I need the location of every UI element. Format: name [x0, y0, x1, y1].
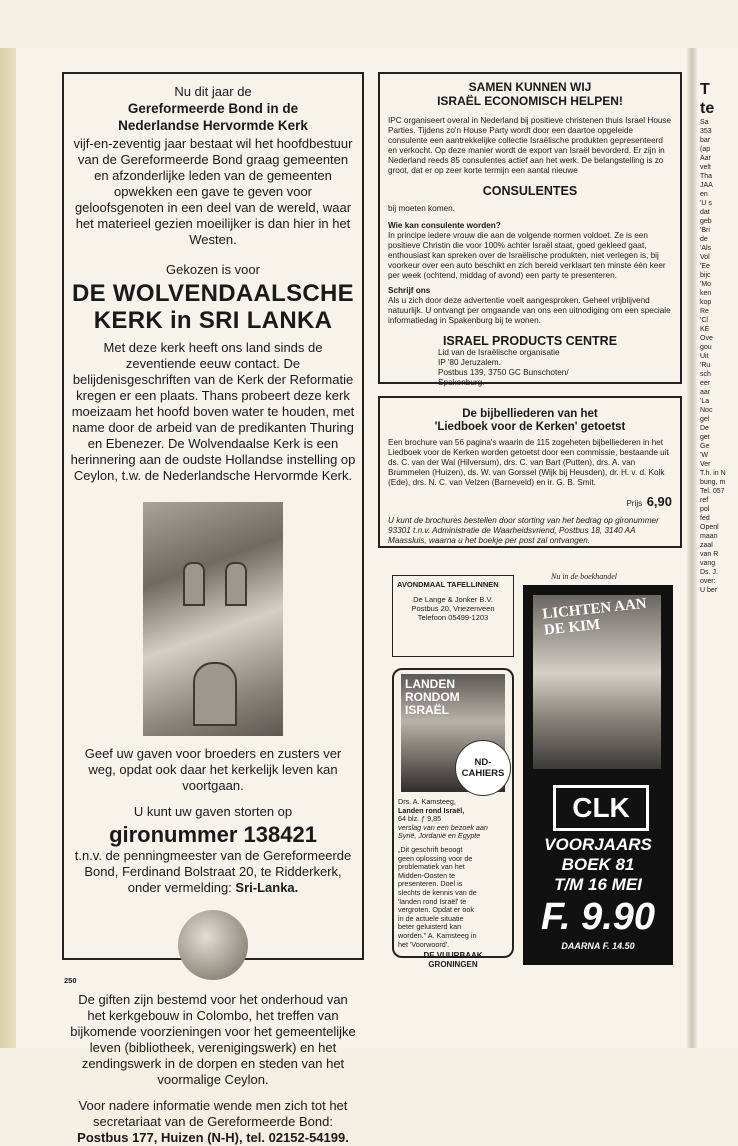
- fragment-line: fed: [700, 515, 710, 522]
- avondmaal-line-1: De Lange & Jonker B.V.: [413, 595, 493, 604]
- fragment-line: 'U s: [700, 200, 712, 207]
- info-address: Postbus 177, Huizen (N-H), tel. 02152-54199.: [77, 1130, 349, 1145]
- write-heading: Schrijf ons: [388, 286, 431, 295]
- fragment-line: zaal: [700, 542, 713, 549]
- landen-pages: 64 blz. ƒ 9,85: [398, 814, 442, 824]
- nd-cahiers-badge: [455, 740, 511, 796]
- fragment-line: 'Ru: [700, 362, 711, 369]
- fragment-line: bar: [700, 137, 711, 144]
- liedboek-title-2: 'Liedboek voor de Kerken' getoetst: [434, 421, 626, 433]
- fragment-line: Noc: [700, 407, 713, 414]
- liedboek-price: [388, 493, 672, 511]
- publisher-line-2: GRONINGEN: [428, 960, 478, 970]
- landen-ad: [392, 668, 514, 970]
- clk-book: [523, 585, 673, 965]
- fragment-line: 'Bri: [700, 227, 710, 234]
- treasurer-text: [70, 848, 356, 896]
- next-page-fragment: [700, 80, 738, 960]
- page-number: 250: [64, 976, 77, 985]
- fragment-line: Vol: [700, 254, 710, 261]
- centre-address-2: IP '80 Jeruzalem.: [438, 358, 501, 367]
- centre-name: ISRAEL PRODUCTS CENTRE: [442, 334, 618, 348]
- clk-after-price: DAARNA F. 14.50: [561, 941, 635, 951]
- fragment-line: kop: [700, 299, 712, 306]
- fragment-line: 'Ee: [700, 263, 710, 270]
- clk-tag: Nu in de boekhandel: [551, 572, 617, 581]
- fragment-line: sch: [700, 371, 711, 378]
- liedboek-ad: [378, 396, 682, 548]
- fragment-line: eer: [700, 380, 711, 387]
- treasurer-address: t.n.v. de penningmeester van de Gereformeerde Bond, Ferdinand Bolstraat 20, te Ridderkerk, onder vermelding:: [74, 848, 352, 895]
- transfer-label: U kunt uw gaven storten op: [133, 804, 293, 819]
- needed-text: bij moeten komen.: [388, 204, 455, 213]
- info-text: [70, 1098, 356, 1146]
- avondmaal-address: [397, 595, 509, 622]
- publisher-line-1: DE VUURBAAK: [423, 951, 483, 961]
- fragment-line: van R: [700, 551, 719, 558]
- fragment-line: Openl: [700, 524, 719, 531]
- fragment-line: 'Als: [700, 245, 712, 252]
- write-text: Als u zich door deze advertentie voelt aangesproken. Geheel vrijblijvend natuurlijk. U ontvangt per omgaande van ons een uitnodiging om een speciale informatiedag in Spakenburg bij te wonen.: [388, 296, 671, 325]
- avondmaal-ad: [392, 575, 514, 657]
- intro-body: vijf-en-zeventig jaar bestaat wil het hoofdbestuur van de Gereformeerde Bond graag gemeenten en afzonderlijke leden van de gemeenten opwekken een gave te geven voor geloofsgenoten in een deel van de wereld, waar het materieel gezien moeilijker is dan hier in het Westen.: [73, 136, 353, 247]
- fragment-line: Ove: [700, 335, 713, 342]
- fragment-line: (ap: [700, 146, 711, 153]
- price-value: 6,90: [646, 494, 672, 509]
- israel-title-1: SAMEN KUNNEN WIJ: [468, 80, 592, 94]
- giro-number: gironummer 138421: [109, 822, 317, 847]
- fragment-line: gou: [700, 344, 712, 351]
- centre-address-1: Lid van de Israëlische organisatie: [438, 348, 560, 357]
- fragment-line: Ge: [700, 443, 710, 450]
- centre-address: [388, 348, 672, 388]
- badge-line-1: ND-: [474, 757, 492, 768]
- clk-promo-3: T/M 16 MEI: [554, 875, 642, 894]
- clk-price: F. 9.90: [540, 896, 656, 938]
- fragment-line: get: [700, 434, 710, 441]
- fragment-line: Ds. J.: [700, 569, 718, 576]
- fragment-line: U ber: [700, 587, 718, 594]
- fragment-line: de: [700, 236, 708, 243]
- fragment-line: dat: [700, 209, 710, 216]
- landen-cover-title: LANDEN RONDOM ISRAËL: [405, 677, 460, 717]
- who-text: In principe iedere vrouw die aan de volgende normen voldoet. Ze is een positieve Christin die voor 100% achter Israël staat, goed gekleed gaat, enthousiast kan spreken over de Israëlische produkten, niet verlegen is, bij voorkeur over een auto beschikt en zich bereid verklaart ten minste één keer per week (ochtend, middag of avond) een party te presenteren.: [388, 231, 666, 280]
- fragment-line: Sa: [700, 119, 709, 126]
- fragment-line: over:: [700, 578, 716, 585]
- fragment-line: vang: [700, 560, 716, 567]
- who-heading: Wie kan consulente worden?: [388, 221, 501, 230]
- avondmaal-line-3: Telefoon 05499-1203: [417, 613, 489, 622]
- clk-promo-1: VOORJAARS: [544, 835, 652, 854]
- landen-title: Landen rond Israël,: [398, 805, 465, 815]
- landen-info: [398, 798, 508, 949]
- landen-quote: „Dit geschrift beoogt geen oplossing voor de problematiek van het Midden-Oosten te presenteren. Doel is slechts de kennis van de 'landen rond Israël' te vergroten. Opdat er ook in de actuele situatie beter geluisterd kan worden." A. Kamsteeg in het 'Voorwoord'.: [398, 844, 477, 949]
- fragment-line: T.h. in N: [700, 470, 726, 477]
- price-label: Prijs: [626, 499, 643, 508]
- page-gutter: [686, 48, 698, 1048]
- israel-body: IPC organiseert overal in Nederland bij positieve christenen thuis Israel House Parties. Tijdens zo'n House Party wordt door een daartoe opgeleide consulente een aantrekkelijke collectie Israëlische produkten gepresenteerd en verkocht. Op deze manier wordt de export van Israël bevorderd. Er zijn in Nederland reeds 85 consulentes actief aan het werk. De belangstelling is zo groot, dat er op zeer korte termijn een aantal nieuwe: [388, 116, 672, 175]
- fragment-line: Aar: [700, 155, 711, 162]
- treasurer-reference: Sri-Lanka.: [235, 880, 299, 895]
- fragment-line: T: [700, 81, 710, 98]
- avondmaal-title: AVONDMAAL TAFELLINNEN: [397, 580, 499, 589]
- badge-line-2: CAHIERS: [461, 768, 505, 779]
- clk-promo: [523, 835, 673, 951]
- clk-cover-title: LICHTEN AAN DE KIM: [541, 595, 648, 639]
- fragment-line: bung, m: [700, 479, 726, 486]
- fragment-line: Uit: [700, 353, 709, 360]
- landen-book-cover: [401, 674, 505, 792]
- purpose-text: De giften zijn bestemd voor het onderhoud van het kerkgebouw in Colombo, het treffen van bijkomende voorzieningen voor het gemeentelijke leven (bibliotheek, verenigingswerk) en het zendingswerk in de dorpen en steden van het voormalige Ceylon.: [70, 992, 356, 1087]
- history-text: Met deze kerk heeft ons land sinds de zeventiende eeuw contact. De belijdenisgeschriften van de Kerk der Reformatie kregen er een plaats. Thans probeert deze kerk moeizaam het hoofd boven water te houden, met name door de arbeid van de predikanten Thuring en Ebenezer. De Wolvendaalse Kerk is een herinnering aan de oudste Hollandse instelling op Ceylon, t.w. de Nederlandsche Hervormde Kerk.: [70, 340, 356, 483]
- liedboek-body: Een brochure van 56 pagina's waarin de 115 zogeheten bijbelliederen in het Liedboek voor de Kerken worden getoetst door een commissie, bestaande uit ds. C. van der Wal (Hilversum), drs. C. van Bart (Putten), drs. A. van Brummelen (Huizen), ds. W. van Gorssel (Wijk bij Heusden), dr. H. v. d. Kolk (Ede), drs. N. C. van Velzen (Barneveld) en ir. G. B. Smit.: [388, 438, 669, 487]
- church-photo: [143, 502, 283, 736]
- headline-1: DE WOLVENDAALSCHE: [72, 280, 354, 307]
- fragment-line: 'W: [700, 452, 708, 459]
- clk-ad: [523, 572, 681, 958]
- coin-image: [178, 910, 248, 980]
- fragment-line: Tel. 057: [700, 488, 725, 495]
- chosen-label: Gekozen is voor: [166, 262, 260, 277]
- liedboek-title-1: De bijbelliederen van het: [462, 408, 598, 420]
- avondmaal-line-2: Postbus 20, Vriezenveen: [411, 604, 495, 613]
- fragment-line: 'La: [700, 398, 710, 405]
- fragment-line: Ver: [700, 461, 711, 468]
- clk-cover-image: [533, 595, 661, 769]
- headline-2: KERK in SRI LANKA: [93, 307, 333, 334]
- clk-logo: CLK: [553, 785, 649, 831]
- fragment-line: gel: [700, 416, 710, 423]
- fragment-line: ref: [700, 497, 709, 504]
- fragment-line: bijc: [700, 272, 711, 279]
- fragment-line: velt: [700, 164, 711, 171]
- fragment-line: te: [700, 100, 715, 117]
- fragment-line: Tha: [700, 173, 713, 180]
- church-name: Nederlandse Hervormde Kerk: [118, 118, 308, 133]
- landen-desc: verslag van een bezoek aan Syrië, Jordanië en Egypte: [398, 822, 488, 841]
- consulentes-heading: CONSULENTES: [482, 184, 578, 198]
- fragment-line: KE: [700, 326, 710, 333]
- info-lead: Voor nadere informatie wende men zich tot het secretariaat van de Gereformeerde Bond:: [78, 1098, 348, 1129]
- fragment-line: 'Mo: [700, 281, 712, 288]
- fragment-line: De: [700, 425, 709, 432]
- landen-author: Drs. A. Kamsteeg,: [398, 797, 456, 806]
- bond-name: Gereformeerde Bond in de: [127, 101, 299, 116]
- fragment-line: geb: [700, 218, 712, 225]
- centre-address-4: Spakenburg.: [438, 378, 485, 387]
- israel-title-2: ISRAËL ECONOMISCH HELPEN!: [437, 94, 623, 108]
- fragment-line: pol: [700, 506, 710, 513]
- fragment-line: ken: [700, 290, 712, 297]
- gift-appeal: Geef uw gaven voor broeders en zusters ver weg, opdat ook daar het kerkelijk leven kan voortgaan.: [84, 746, 342, 793]
- israel-ad: [378, 72, 682, 387]
- intro-line: Nu dit jaar de: [174, 84, 252, 99]
- fragment-line: en: [700, 191, 708, 198]
- fragment-line: 353: [700, 128, 712, 135]
- fragment-line: Re: [700, 308, 709, 315]
- centre-address-3: Postbus 139, 3750 GC Bunschoten/: [438, 368, 569, 377]
- fragment-line: 'Cl: [700, 317, 708, 324]
- fragment-line: aar: [700, 389, 711, 396]
- fragment-line: maan: [700, 533, 718, 540]
- clk-promo-2: BOEK 81: [561, 855, 635, 874]
- fragment-line: JAA: [700, 182, 713, 189]
- liedboek-order: U kunt de brochures bestellen door storting van het bedrag op gironummer 93301 t.n.v. Administratie de Waarheidsvriend, Postbus 18, 3140 AA Maassluis, waarna u het boekje per post zal ontvangen.: [388, 516, 659, 545]
- publisher: [398, 951, 508, 969]
